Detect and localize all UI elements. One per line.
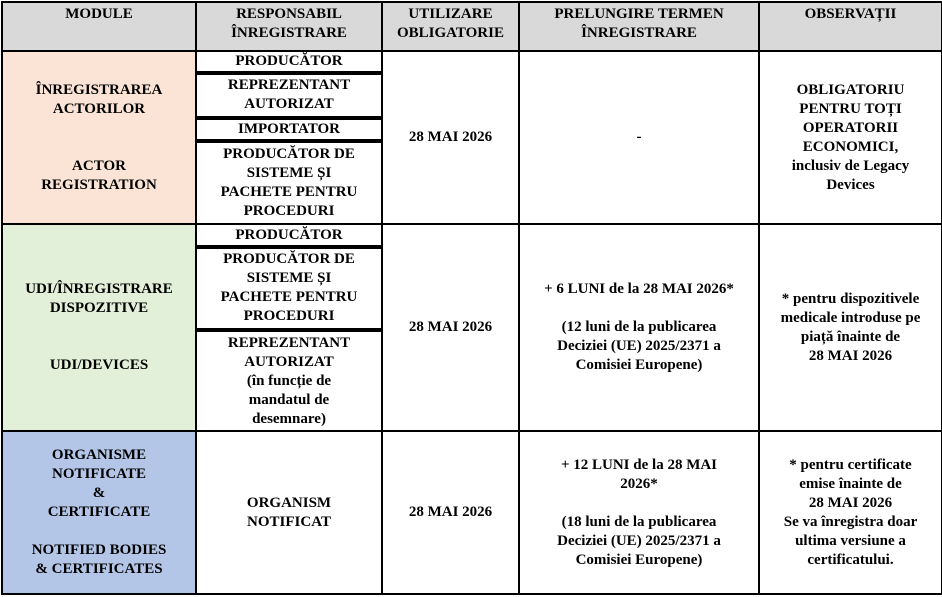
header-responsabil: RESPONSABIL ÎNREGISTRARE (196, 2, 382, 51)
observatii-cell: * pentru dispozitivele medicale introduse pe piață înainte de 28 MAI 2026 (759, 224, 942, 431)
registration-table (1, 1, 942, 595)
header-observatii: OBSERVAȚII (759, 2, 942, 51)
table-row (2, 224, 942, 246)
header-module: MODULE (2, 2, 196, 51)
responsabil-cell: REPREZENTANT AUTORIZAT (în funcție de mandatul de desemnare) (196, 330, 382, 432)
prelungire-cell: + 12 LUNI de la 28 MAI 2026* (18 luni de la publicarea Deciziei (UE) 2025/2371 a Comisiei Europene) (519, 431, 759, 594)
module-cell-udi: UDI/ÎNREGISTRARE DISPOZITIVE UDI/DEVICES (2, 224, 196, 431)
header-row (2, 2, 942, 51)
header-utilizare: UTILIZARE OBLIGATORIE (382, 2, 519, 51)
responsabil-cell: PRODUCĂTOR DE SISTEME ȘI PACHETE PENTRU PROCEDURI (196, 141, 382, 224)
header-prelungire: PRELUNGIRE TERMEN ÎNREGISTRARE (519, 2, 759, 51)
observatii-cell: * pentru certificate emise înainte de 28 MAI 2026 Se va înregistra doar ultima versiune a certificatului. (759, 431, 942, 594)
utilizare-cell: 28 MAI 2026 (382, 51, 519, 225)
table-row (2, 51, 942, 73)
responsabil-cell: PRODUCĂTOR DE SISTEME ȘI PACHETE PENTRU PROCEDURI (196, 247, 382, 330)
responsabil-cell: IMPORTATOR (196, 118, 382, 141)
responsabil-cell: ORGANISM NOTIFICAT (196, 431, 382, 594)
responsabil-cell: PRODUCĂTOR (196, 224, 382, 246)
responsabil-cell: PRODUCĂTOR (196, 51, 382, 73)
module-cell-actor: ÎNREGISTRAREA ACTORILOR ACTOR REGISTRATION (2, 51, 196, 225)
table-row (2, 431, 942, 594)
module-cell-notified: ORGANISME NOTIFICATE & CERTIFICATE NOTIFIED BODIES & CERTIFICATES (2, 431, 196, 594)
observatii-cell: OBLIGATORIU PENTRU TOȚI OPERATORII ECONOMICI, inclusiv de Legacy Devices (759, 51, 942, 225)
utilizare-cell: 28 MAI 2026 (382, 431, 519, 594)
prelungire-cell: - (519, 51, 759, 225)
prelungire-cell: + 6 LUNI de la 28 MAI 2026* (12 luni de la publicarea Deciziei (UE) 2025/2371 a Comisiei Europene) (519, 224, 759, 431)
responsabil-cell: REPREZENTANT AUTORIZAT (196, 73, 382, 118)
utilizare-cell: 28 MAI 2026 (382, 224, 519, 431)
